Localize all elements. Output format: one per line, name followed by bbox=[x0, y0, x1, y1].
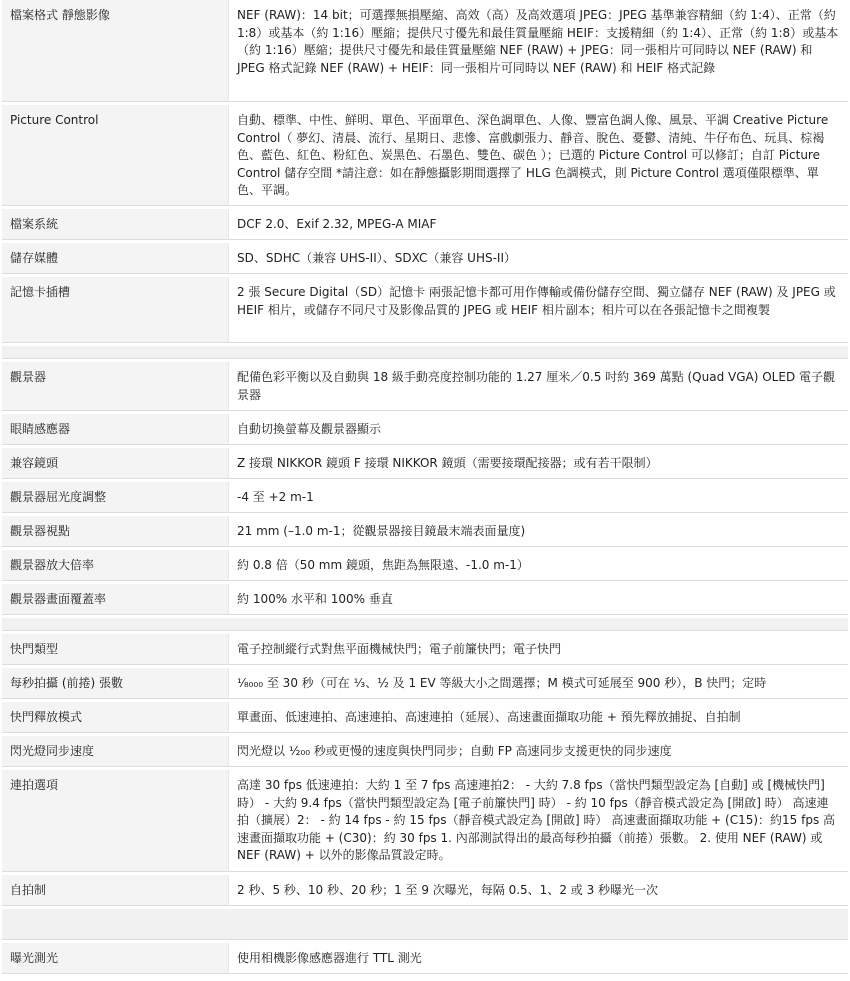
section-separator bbox=[2, 909, 848, 940]
spec-value: 高達 30 fps 低速連拍：大約 1 至 7 fps 高速連拍2： - 大約 7.8 fps（當快門類型設定為 [自動] 或 [機械快門] 時） - 大約 9.4 fps（當快門類型設定為 [電子前簾快門] 時） - 約 10 fps（靜音模式設定為 [開啟] 時） 高速連拍（擴展）2： - 約 14 fps - 約 15 fps（靜音模式設定為 [開啟] 時） 高速畫面擷取功能 + (C15)：約15 fps 高速畫面擷取功能 + (C30)：約 30 fps 1. 內部測試得出的最高每秒拍攝（前捲）張數。 2. 使用 NEF (RAW) 或 NEF (RAW) + 以外的影像品質設定時。 bbox=[228, 770, 848, 872]
spec-row bbox=[2, 277, 848, 343]
spec-value: 單畫面、低速連拍、高速連拍、高速連拍（延展）、高速畫面擷取功能 + 預先釋放捕捉、自拍制 bbox=[228, 702, 848, 733]
spec-label: Picture Control bbox=[2, 105, 228, 206]
spec-label: 閃光燈同步速度 bbox=[2, 736, 228, 767]
spec-row bbox=[2, 668, 848, 699]
spec-row bbox=[2, 634, 848, 665]
spec-row bbox=[2, 482, 848, 513]
spec-row bbox=[2, 550, 848, 581]
spec-value: 約 100% 水平和 100% 垂直 bbox=[228, 584, 848, 615]
spec-row bbox=[2, 516, 848, 547]
spec-value: 配備色彩平衡以及自動與 18 級手動亮度控制功能的 1.27 厘米／0.5 吋約 369 萬點 (Quad VGA) OLED 電子觀景器 bbox=[228, 362, 848, 411]
spec-row bbox=[2, 105, 848, 206]
section-separator bbox=[2, 346, 848, 359]
spec-value: ¹⁄₈₀₀₀ 至 30 秒（可在 ¹⁄₃、½ 及 1 EV 等級大小之間選擇；M 模式可延展至 900 秒），B 快門；定時 bbox=[228, 668, 848, 699]
spec-row bbox=[2, 702, 848, 733]
spec-row bbox=[2, 943, 848, 974]
spec-row bbox=[2, 584, 848, 615]
spec-label: 連拍選項 bbox=[2, 770, 228, 872]
spec-label: 兼容鏡頭 bbox=[2, 448, 228, 479]
spec-label: 快門釋放模式 bbox=[2, 702, 228, 733]
spec-row bbox=[2, 414, 848, 445]
spec-label: 觀景器畫面覆蓋率 bbox=[2, 584, 228, 615]
spec-label: 眼睛感應器 bbox=[2, 414, 228, 445]
spec-label: 記憶卡插槽 bbox=[2, 277, 228, 343]
spec-label: 觀景器屈光度調整 bbox=[2, 482, 228, 513]
spec-row bbox=[2, 770, 848, 872]
spec-row bbox=[2, 0, 848, 102]
spec-row bbox=[2, 875, 848, 906]
spec-row bbox=[2, 448, 848, 479]
spec-value: 使用相機影像感應器進行 TTL 測光 bbox=[228, 943, 848, 974]
spec-value: 閃光燈以 ¹⁄₂₀₀ 秒或更慢的速度與快門同步；自動 FP 高速同步支援更快的同步速度 bbox=[228, 736, 848, 767]
spec-value: -4 至 +2 m-1 bbox=[228, 482, 848, 513]
spec-label: 曝光測光 bbox=[2, 943, 228, 974]
spec-value: 自動、標準、中性、鮮明、單色、平面單色、深色調單色、人像、豐富色調人像、風景、平調 Creative Picture Control（ 夢幻、清晨、流行、星期日、悲慘、富戲劇張力、靜音、脫色、憂鬱、清純、牛仔布色、玩具、棕褐色、藍色、紅色、粉紅色、炭黑色、石墨色、雙色、碳色 ）；已選的 Picture Control 可以修訂；自訂 Picture Control 儲存空間 *請注意：如在靜態攝影期間選擇了 HLG 色調模式，則 Picture Control 選項僅限標準、單色、平調。 bbox=[228, 105, 848, 206]
spec-label: 快門類型 bbox=[2, 634, 228, 665]
spec-row bbox=[2, 736, 848, 767]
spec-value: 2 張 Secure Digital（SD）記憶卡 兩張記憶卡都可用作傳輸或備份儲存空間、獨立儲存 NEF (RAW) 及 JPEG 或 HEIF 相片，或儲存不同尺寸及影像品質的 JPEG 或 HEIF 相片副本；相片可以在各張記憶卡之間複製 bbox=[228, 277, 848, 343]
spec-label: 觀景器視點 bbox=[2, 516, 228, 547]
spec-row bbox=[2, 209, 848, 240]
spec-value: NEF (RAW)：14 bit；可選擇無損壓縮、高效（高）及高效選項 JPEG：JPEG 基準兼容精細（約 1:4）、正常（約 1:8）或基本（約 1:16）壓縮；提供尺寸優先和最佳質量壓縮 HEIF：支援精細（約 1:4）、正常（約 1:8）或基本（約 1:16）壓縮；提供尺寸優先和最佳質量壓縮 NEF (RAW) + JPEG：同一張相片可同時以 NEF (RAW) 和 JPEG 格式記錄 NEF (RAW) + HEIF：同一張相片可同時以 NEF (RAW) 和 HEIF 格式記錄 bbox=[228, 0, 848, 102]
spec-value: 2 秒、5 秒、10 秒、20 秒；1 至 9 次曝光，每隔 0.5、1、2 或 3 秒曝光一次 bbox=[228, 875, 848, 906]
spec-label: 觀景器 bbox=[2, 362, 228, 411]
spec-label: 每秒拍攝 (前捲) 張數 bbox=[2, 668, 228, 699]
spec-value: 約 0.8 倍（50 mm 鏡頭，焦距為無限遠、-1.0 m-1） bbox=[228, 550, 848, 581]
spec-value: SD、SDHC（兼容 UHS-II）、SDXC（兼容 UHS-II） bbox=[228, 243, 848, 274]
spec-label: 檔案格式 靜態影像 bbox=[2, 0, 228, 102]
spec-value: 自動切換螢幕及觀景器顯示 bbox=[228, 414, 848, 445]
spec-value: Z 接環 NIKKOR 鏡頭 F 接環 NIKKOR 鏡頭（需要接環配接器；或有若干限制） bbox=[228, 448, 848, 479]
spec-value: 21 mm (–1.0 m-1；從觀景器接目鏡最末端表面量度) bbox=[228, 516, 848, 547]
spec-label: 儲存媒體 bbox=[2, 243, 228, 274]
spec-row bbox=[2, 362, 848, 411]
section-separator bbox=[2, 618, 848, 631]
spec-label: 自拍制 bbox=[2, 875, 228, 906]
spec-table bbox=[2, 0, 848, 977]
spec-label: 觀景器放大倍率 bbox=[2, 550, 228, 581]
spec-label: 檔案系統 bbox=[2, 209, 228, 240]
spec-value: 電子控制縱行式對焦平面機械快門；電子前簾快門；電子快門 bbox=[228, 634, 848, 665]
spec-row bbox=[2, 243, 848, 274]
spec-value: DCF 2.0、Exif 2.32, MPEG-A MIAF bbox=[228, 209, 848, 240]
